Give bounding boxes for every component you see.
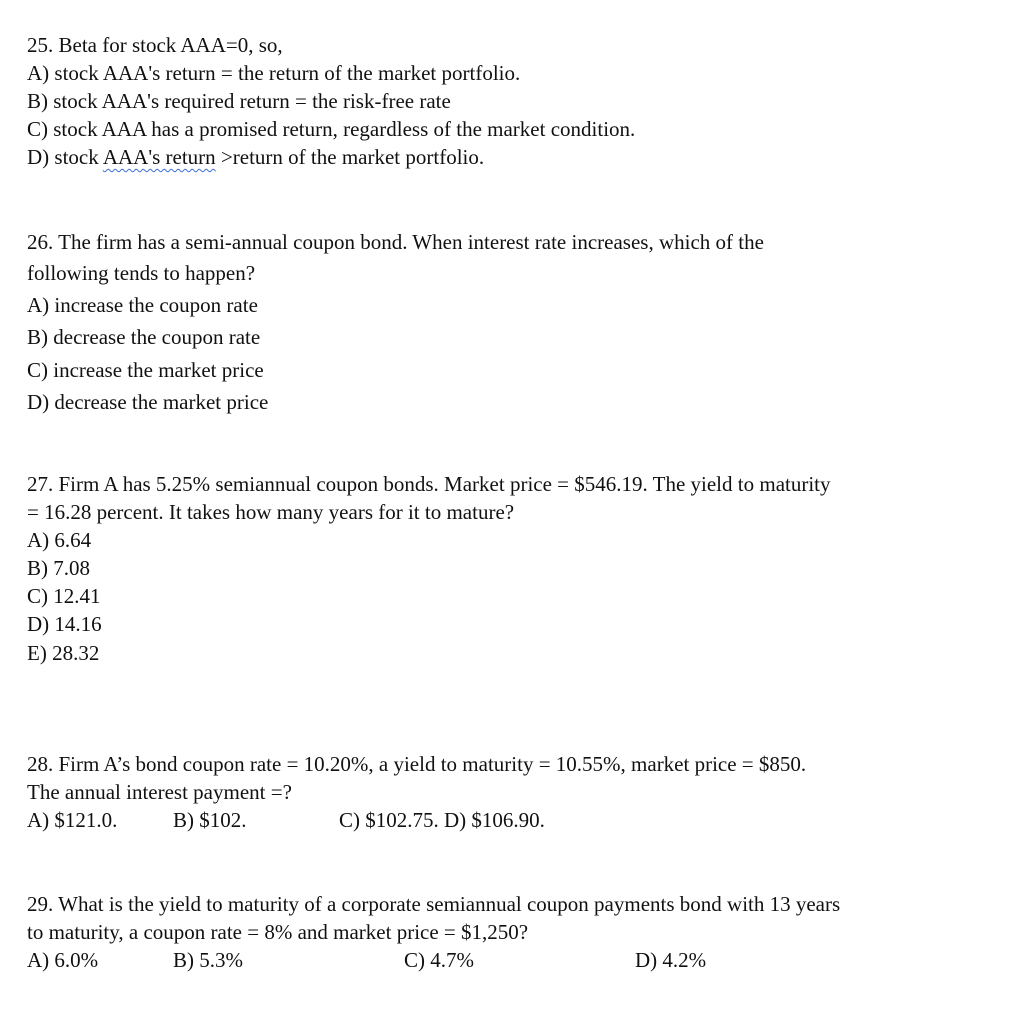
question-27-option-a: A) 6.64: [27, 528, 92, 552]
question-27-stem-line-2: = 16.28 percent. It takes how many years for it to mature?: [27, 500, 515, 524]
question-29-option-c: C) 4.7%: [404, 948, 474, 972]
question-26-option-c: C) increase the market price: [27, 358, 264, 382]
question-27-option-b: B) 7.08: [27, 556, 90, 580]
question-25-option-d-suffix: >return of the market portfolio.: [215, 145, 485, 169]
question-26-option-b: B) decrease the coupon rate: [27, 325, 261, 349]
question-29-stem-line-2: to maturity, a coupon rate = 8% and market price = $1,250?: [27, 920, 529, 944]
question-25-option-d-prefix: D) stock: [27, 145, 103, 169]
question-27-stem-line-1: 27. Firm A has 5.25% semiannual coupon bonds. Market price = $546.19. The yield to maturity: [27, 472, 831, 496]
question-29-stem-line-1: 29. What is the yield to maturity of a corporate semiannual coupon payments bond with 13 years: [27, 892, 841, 916]
question-26-stem-line-2: following tends to happen?: [27, 261, 256, 285]
question-29-option-a: A) 6.0%: [27, 948, 99, 972]
question-28-option-a: A) $121.0.: [27, 808, 118, 832]
question-29-option-d: D) 4.2%: [635, 948, 707, 972]
question-25-option-a: A) stock AAA's return = the return of the market portfolio.: [27, 61, 521, 85]
question-27-option-e: E) 28.32: [27, 641, 100, 665]
question-28-stem-line-2: The annual interest payment =?: [27, 780, 292, 804]
question-26-stem-line-1: 26. The firm has a semi-annual coupon bond. When interest rate increases, which of the: [27, 230, 764, 254]
question-26-option-d: D) decrease the market price: [27, 390, 269, 414]
spellcheck-underlined-text: AAA's return: [102, 145, 216, 169]
question-25-option-b: B) stock AAA's required return = the risk-free rate: [27, 89, 451, 113]
question-25-stem: 25. Beta for stock AAA=0, so,: [27, 33, 283, 57]
question-29-option-b: B) 5.3%: [173, 948, 243, 972]
question-26-option-a: A) increase the coupon rate: [27, 293, 258, 317]
question-27-option-c: C) 12.41: [27, 584, 101, 608]
question-28-option-c-d: C) $102.75. D) $106.90.: [339, 808, 545, 832]
question-28-option-b: B) $102.: [173, 808, 247, 832]
question-27-option-d: D) 14.16: [27, 612, 102, 636]
question-25-option-c: C) stock AAA has a promised return, regardless of the market condition.: [27, 117, 636, 141]
question-28-stem-line-1: 28. Firm A’s bond coupon rate = 10.20%, a yield to maturity = 10.55%, market price = $850.: [27, 752, 807, 776]
question-25-option-d: [27, 147, 484, 168]
